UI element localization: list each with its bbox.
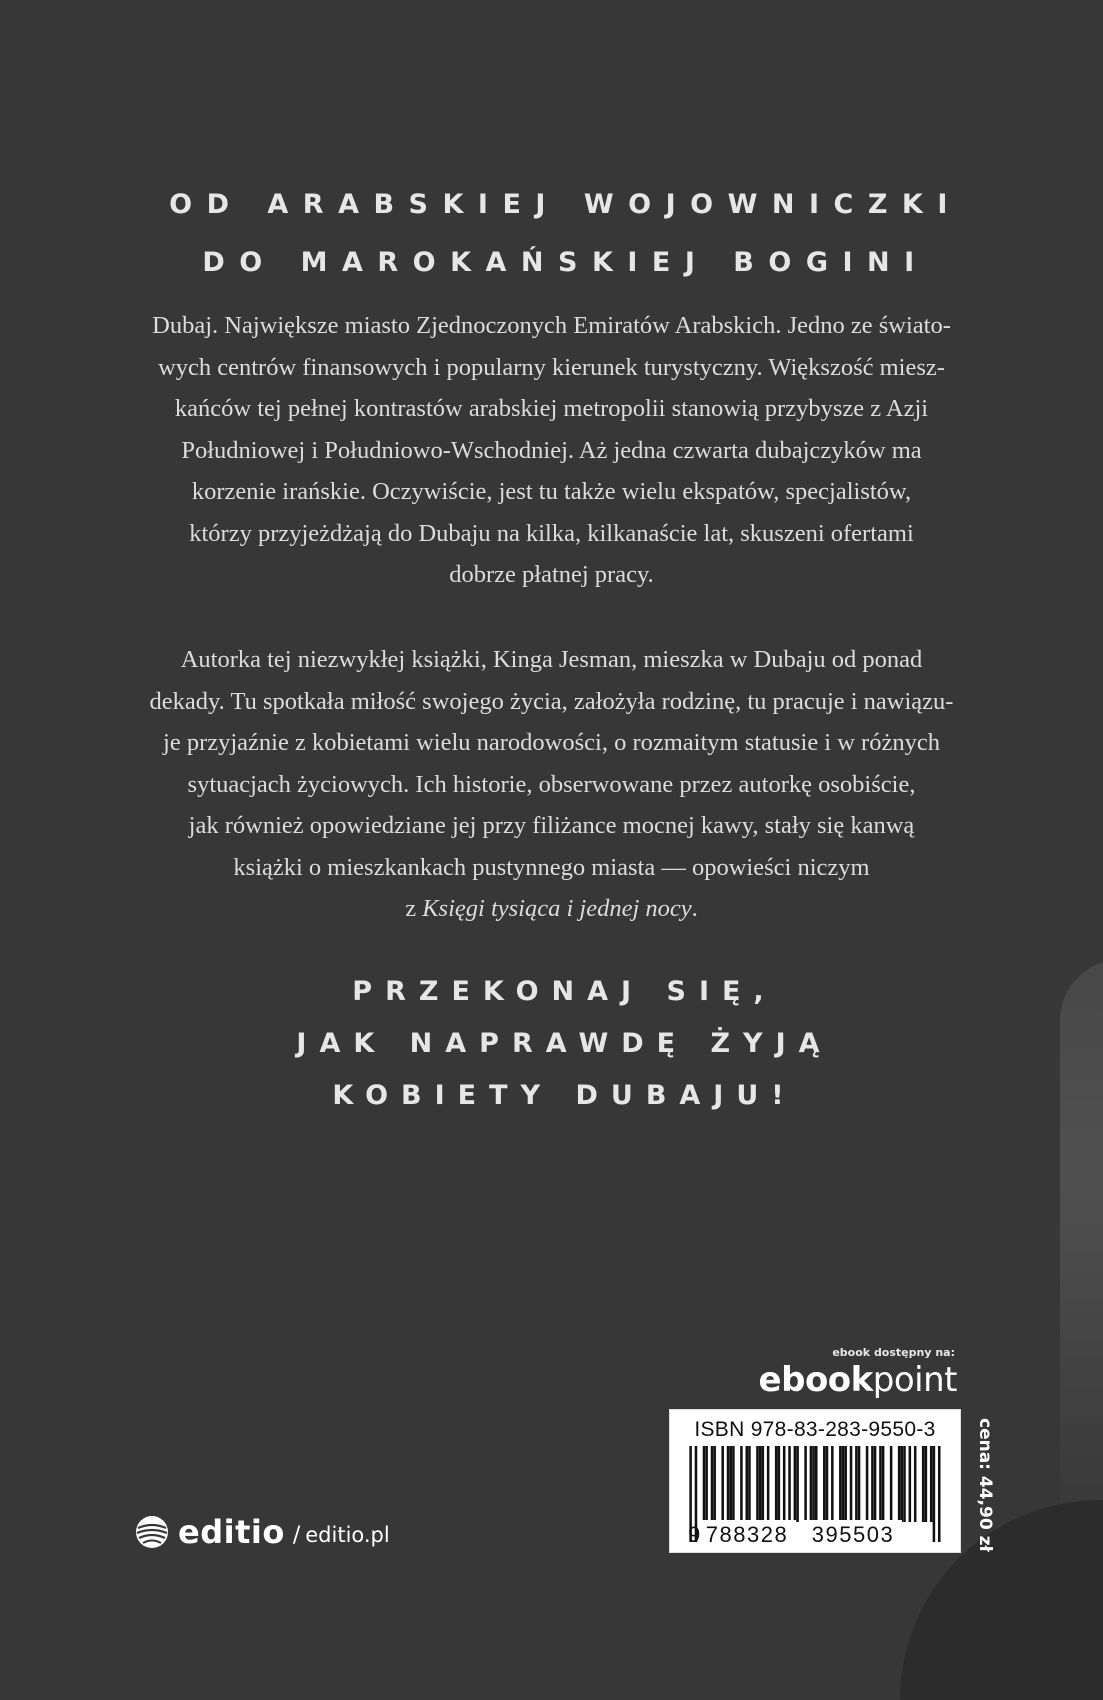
barcode-bar (882, 1446, 885, 1522)
ebook-availability-note: ebook dostępny na: (832, 1346, 955, 1359)
barcode-bar (874, 1446, 877, 1522)
isbn-label: ISBN 978-83-283-9550-3 (694, 1418, 936, 1441)
barcode-bar (898, 1446, 901, 1522)
paragraph-1-line: Dubaj. Największe miasto Zjednoczonych Emiratów Arabskich. Jedno ze świato- (152, 312, 951, 339)
barcode-bar (740, 1446, 743, 1522)
paragraph-1-line: korzenie irańskie. Oczywiście, jest tu także wielu ekspatów, specjalistów, (191, 478, 912, 505)
barcode-bar (855, 1446, 858, 1522)
description-paragraph-2 (70, 639, 1033, 930)
barcode-bar (933, 1446, 936, 1542)
last-line-prefix: z (405, 895, 423, 922)
paragraph-2-line: książki o mieszkankach pustynnego miasta — opowieści niczym (233, 853, 870, 881)
paragraph-2-line: Autorka tej niezwykłej książki, Kinga Jesman, mieszka w Dubaju od ponad (180, 646, 923, 673)
barcode-bar (914, 1446, 917, 1522)
barcode-bar (721, 1446, 724, 1522)
barcode-bar (831, 1446, 834, 1522)
paragraph-1-line: kańców tej pełnej kontrastów arabskiej metropolii stanowią przybysze z Azji (174, 395, 929, 422)
paragraph-2-line: jak również opowiedziane jej przy filiżance mocnej kawy, stały się kanwą (188, 812, 915, 839)
barcode-bar (839, 1446, 842, 1522)
last-line-suffix: . (691, 895, 698, 922)
barcode-bar (759, 1446, 762, 1522)
paragraph-1-line: wych centrów finansowych i popularny kierunek turystyczny. Większość miesz- (158, 353, 945, 381)
barcode-bar (850, 1446, 853, 1522)
barcode-bar (767, 1446, 770, 1522)
ebookpoint-logo-bold: ebook (758, 1360, 873, 1400)
barcode-bar (775, 1446, 778, 1522)
barcode-bar (804, 1446, 807, 1522)
barcode-bar (938, 1446, 941, 1542)
barcode-bar (879, 1446, 882, 1522)
description-paragraph-1 (70, 305, 1033, 596)
barcode-panel (669, 1409, 961, 1553)
publisher-name: editio (178, 1513, 285, 1551)
barcode-bar (903, 1446, 906, 1522)
paragraph-2-line: dekady. Tu spotkała miłość swojego życia, założyła rodzinę, tu pracuje i nawiązu- (149, 687, 954, 715)
barcode-bar (711, 1446, 714, 1522)
barcode-digits-group-2: 395503 (811, 1522, 895, 1547)
barcode-bar (858, 1446, 861, 1522)
publisher-block (134, 1512, 390, 1552)
barcode-bar (729, 1446, 732, 1522)
paragraph-2-line: je przyjaźnie z kobietami wielu narodowości, o rozmaitym statusie i w różnych (163, 729, 940, 756)
publisher-separator: / (292, 1522, 301, 1548)
top-heading-line-1: OD ARABSKIEJ WOJOWNICZKI (169, 189, 962, 220)
barcode-bar (842, 1446, 845, 1522)
top-heading (0, 176, 1103, 292)
barcode-bar (748, 1446, 751, 1522)
barcode-bar (922, 1446, 925, 1522)
paragraph-2-line: sytuacjach życiowych. Ich historie, obserwowane przez autorkę osobiście, (187, 770, 916, 798)
paragraph-2-last-line (70, 888, 1033, 930)
barcode-bar (745, 1446, 748, 1522)
barcode-bar (727, 1446, 730, 1522)
barcode-bar (783, 1446, 786, 1522)
barcode-bar (826, 1446, 829, 1522)
bottom-heading-line-2: JAK NAPRAWDĘ ŻYJĄ (296, 1028, 833, 1059)
barcode-bar (732, 1446, 735, 1522)
barcode-bar (844, 1446, 847, 1522)
editio-globe-icon (134, 1514, 170, 1550)
barcode-bar (788, 1446, 791, 1522)
barcode-bar (796, 1446, 799, 1522)
barcode-bar (890, 1446, 893, 1522)
barcode-bar (823, 1446, 826, 1522)
barcode-bar (778, 1446, 781, 1522)
barcode-bar (756, 1446, 759, 1522)
paragraph-1-line: którzy przyjeżdżają do Dubaju na kilka, kilkanaście lat, skuszeni ofertami (189, 519, 914, 547)
barcode-bar (794, 1446, 797, 1522)
ebookpoint-logo (745, 1360, 957, 1400)
book-title-reference: Księgi tysiąca i jednej nocy (422, 895, 692, 922)
paragraph-1-line: dobrze płatnej pracy. (449, 561, 654, 588)
barcode-bar (810, 1446, 813, 1522)
barcode-bar (909, 1446, 912, 1522)
top-heading-line-2: DO MAROKAŃSKIEJ BOGINI (202, 247, 929, 278)
barcode-bar (762, 1446, 765, 1522)
barcode-bar (901, 1446, 904, 1522)
barcode-bar (713, 1446, 716, 1522)
barcode-digit-first: 9 (688, 1522, 701, 1547)
barcode-digits-group-1: 788328 (705, 1522, 789, 1547)
barcode-bar (703, 1446, 706, 1522)
price-block (971, 1418, 995, 1558)
bottom-heading (0, 966, 1103, 1122)
bottom-heading-line-3: KOBIETY DUBAJU! (332, 1080, 797, 1111)
barcode-bar (925, 1446, 928, 1522)
barcode-bar (866, 1446, 869, 1522)
ebookpoint-logo-light: point (872, 1360, 957, 1400)
bottom-heading-line-1: PRZEKONAJ SIĘ, (352, 976, 777, 1007)
barcode-bar (930, 1446, 933, 1522)
price-label: cena: 44,90 zł (975, 1418, 995, 1552)
barcode-bar (705, 1446, 708, 1522)
barcode-bar (871, 1446, 874, 1522)
barcode (684, 1446, 946, 1548)
publisher-url: editio.pl (305, 1523, 390, 1547)
paragraph-1-line: Południowej i Południowo-Wschodniej. Aż jedna czwarta dubajczyków ma (181, 436, 922, 464)
